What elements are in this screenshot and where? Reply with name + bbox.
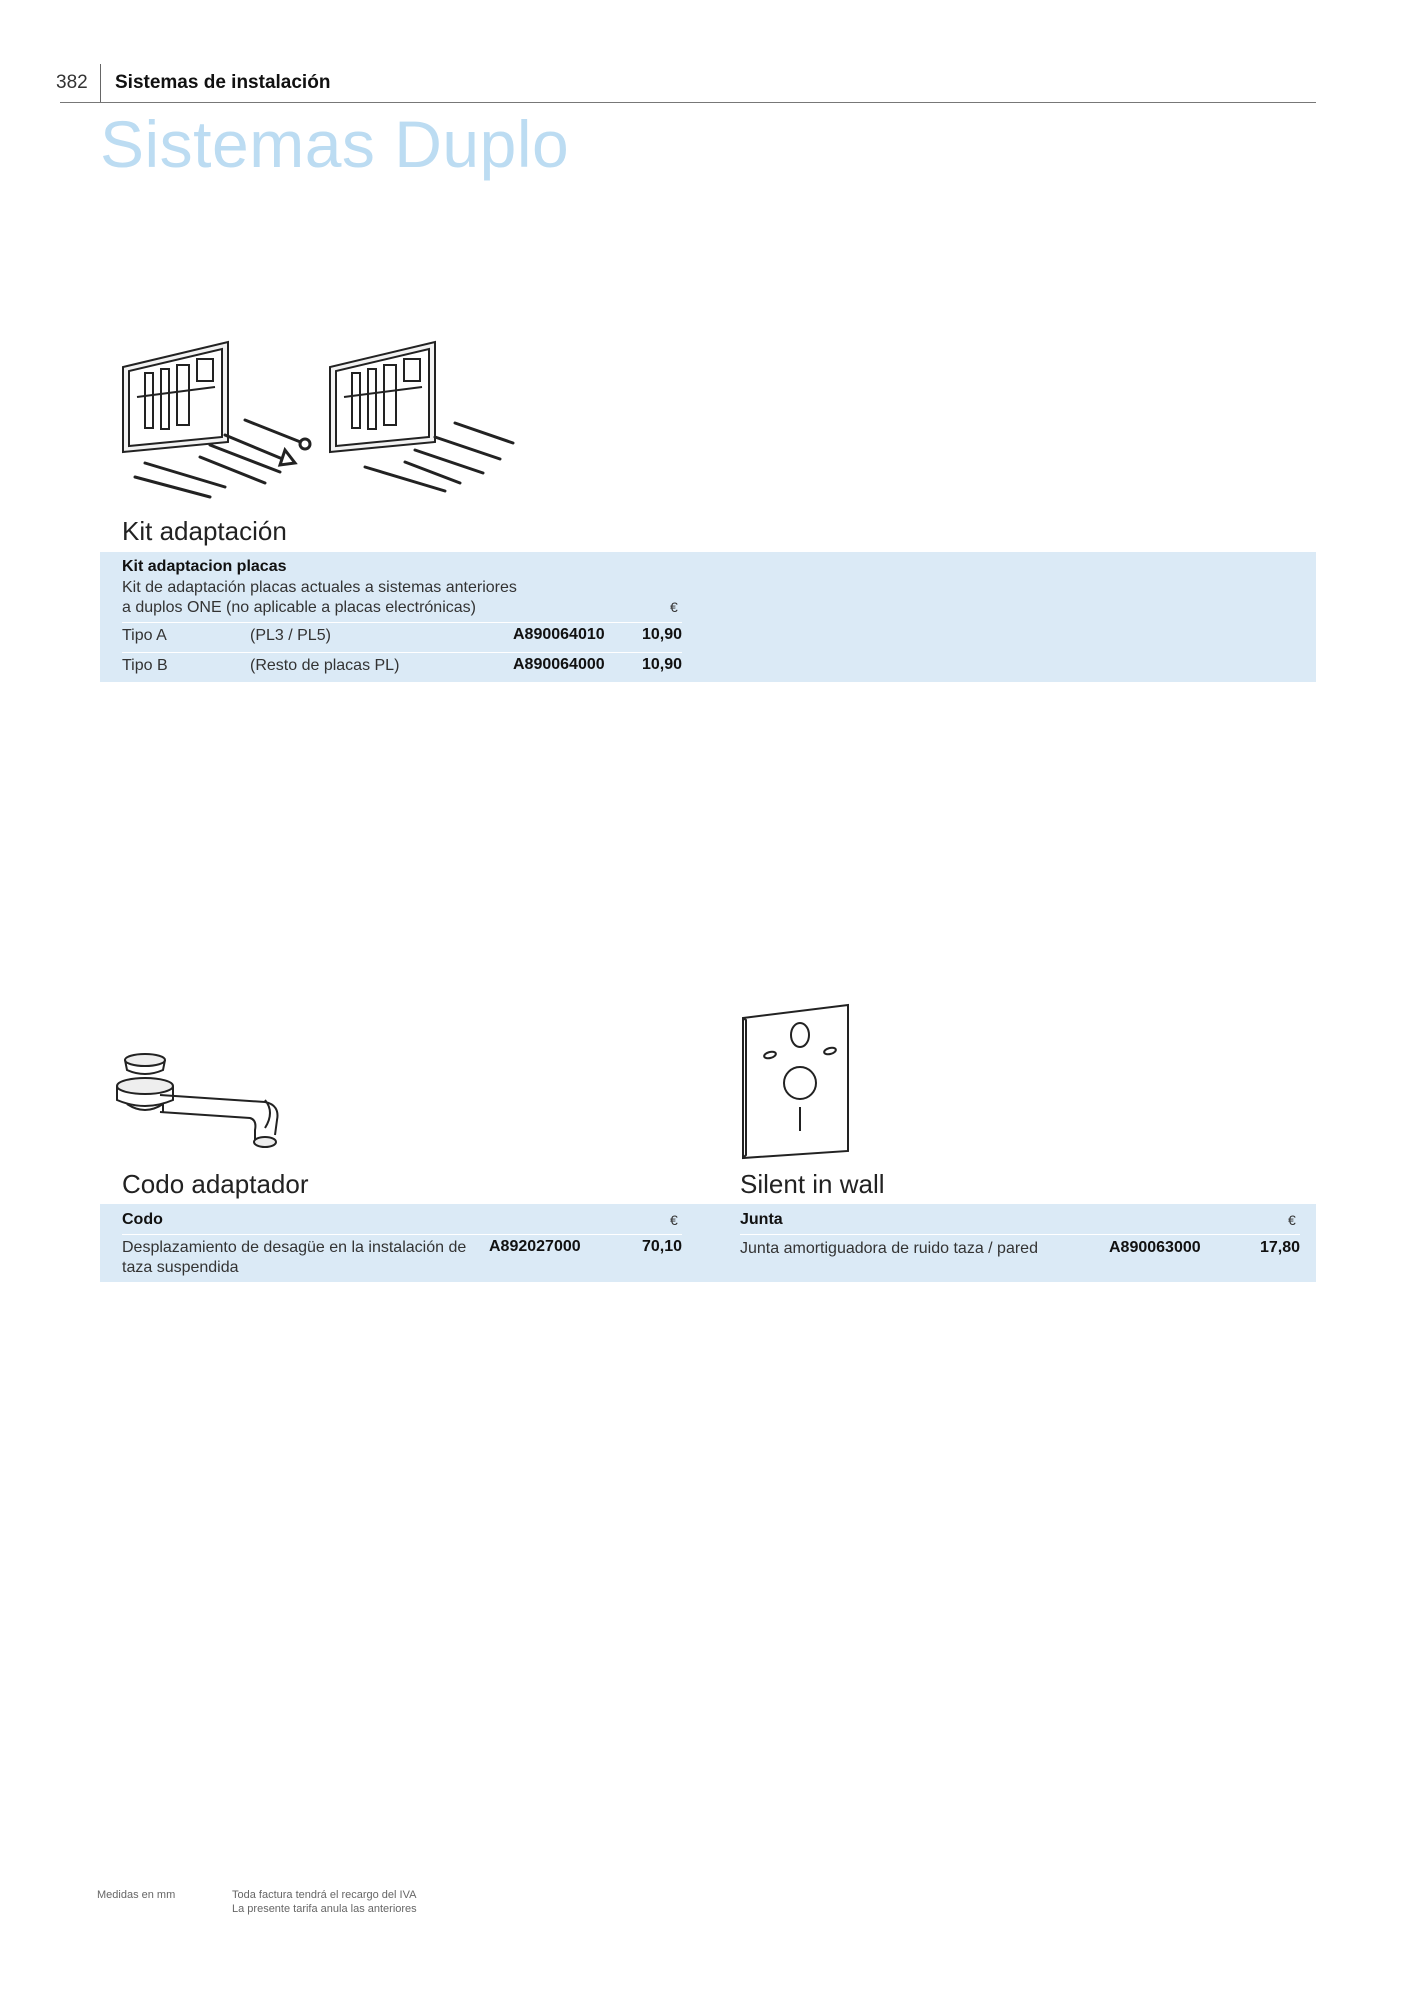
silent-in-wall-title: Silent in wall (740, 1169, 885, 1199)
kit-table-currency: € (670, 599, 678, 615)
page-number: 382 (56, 72, 88, 93)
kit-row-b-variant: (Resto de placas PL) (250, 657, 400, 674)
codo-table-currency: € (670, 1212, 678, 1228)
kit-row-a-price: 10,90 (641, 626, 682, 643)
codo-description-line1: Desplazamiento de desagüe en la instalación de (122, 1239, 467, 1256)
silent-table-currency: € (1288, 1212, 1296, 1228)
kit-row-b-price: 10,90 (641, 656, 682, 673)
silent-price: 17,80 (1259, 1239, 1300, 1256)
kit-table-heading: Kit adaptacion placas (122, 558, 287, 575)
frame-left-image (123, 342, 228, 452)
kit-table-description-line2: a duplos ONE (no aplicable a placas electrónicas) (122, 599, 476, 616)
silent-code: A890063000 (1109, 1239, 1201, 1256)
row-separator (122, 652, 682, 653)
kit-row-b-type: Tipo B (122, 657, 168, 674)
codo-adaptador-illustration (115, 1050, 290, 1150)
row-separator (740, 1234, 1300, 1235)
silent-in-wall-illustration (738, 1003, 858, 1163)
codo-table-heading: Codo (122, 1211, 163, 1228)
kit-row-a-code: A890064010 (513, 626, 605, 643)
codo-silent-table (100, 1204, 1316, 1282)
header-divider (100, 64, 101, 102)
frame-right-image (330, 342, 435, 452)
row-separator (122, 622, 682, 623)
codo-code: A892027000 (489, 1238, 581, 1255)
kit-row-a-variant: (PL3 / PL5) (250, 627, 331, 644)
section-title: Sistemas de instalación (115, 72, 331, 93)
kit-table-description-line1: Kit de adaptación placas actuales a sistemas anteriores (122, 579, 517, 596)
silent-table-heading: Junta (740, 1211, 783, 1228)
footer-note-line2: La presente tarifa anula las anteriores (232, 1903, 417, 1915)
codo-adaptador-title: Codo adaptador (122, 1169, 309, 1199)
header-rule (60, 102, 1316, 103)
kit-row-a-type: Tipo A (122, 627, 167, 644)
kit-adaptacion-title: Kit adaptación (122, 516, 287, 546)
footer-measures: Medidas en mm (97, 1889, 176, 1901)
codo-description-line2: taza suspendida (122, 1259, 239, 1276)
silent-description: Junta amortiguadora de ruido taza / pared (740, 1240, 1038, 1257)
kit-adaptacion-table (100, 552, 1316, 682)
kit-adaptacion-illustration (115, 325, 535, 500)
row-separator (122, 1234, 682, 1235)
page-title: Sistemas Duplo (100, 107, 570, 181)
footer-note-line1: Toda factura tendrá el recargo del IVA (232, 1889, 417, 1901)
codo-price: 70,10 (641, 1238, 682, 1255)
kit-row-b-code: A890064000 (513, 656, 605, 673)
